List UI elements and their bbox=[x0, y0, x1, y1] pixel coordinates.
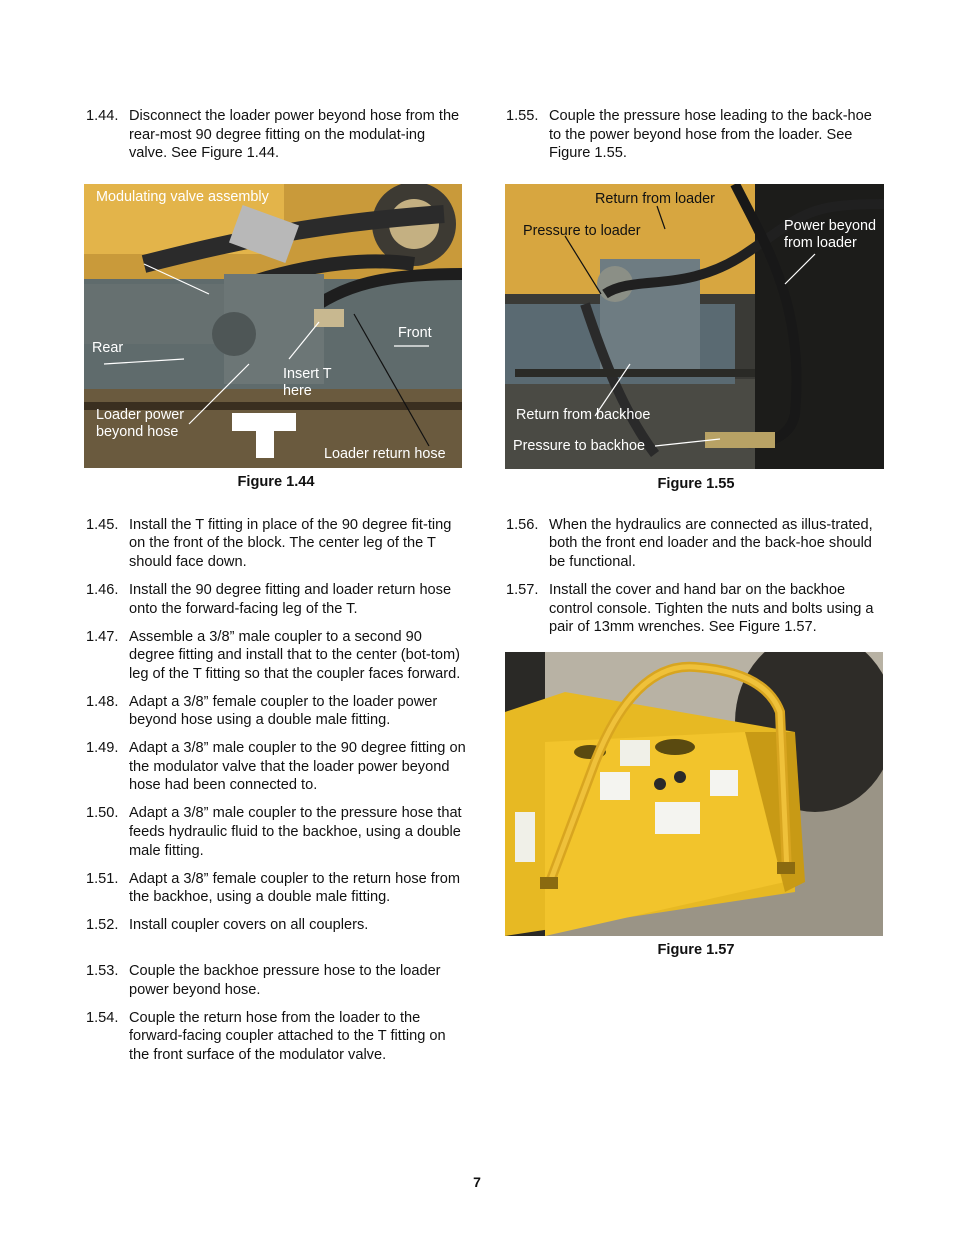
label-return-from-backhoe: Return from backhoe bbox=[516, 407, 651, 424]
label-rear: Rear bbox=[92, 340, 124, 357]
step-item bbox=[86, 962, 466, 999]
step-list bbox=[86, 962, 466, 1064]
step-number: 1.48. bbox=[86, 693, 119, 710]
step-number: 1.45. bbox=[86, 516, 119, 533]
step-item bbox=[506, 581, 886, 637]
step-text: Couple the return hose from the loader to the forward-facing coupler attached to the T fitting on the front surface of the modulator valve. bbox=[129, 1009, 446, 1063]
step-number: 1.46. bbox=[86, 581, 119, 598]
step-item bbox=[506, 516, 886, 572]
figure-1-57 bbox=[505, 652, 883, 936]
label-loader-return-hose: Loader return hose bbox=[324, 446, 446, 463]
label-return-from-loader: Return from loader bbox=[595, 191, 715, 208]
step-item bbox=[86, 804, 466, 860]
step-list bbox=[86, 107, 466, 163]
left-column bbox=[86, 107, 466, 1074]
step-item bbox=[86, 693, 466, 730]
step-number: 1.47. bbox=[86, 628, 119, 645]
label-power-beyond: Power beyond from loader bbox=[784, 218, 877, 252]
step-item bbox=[86, 107, 466, 163]
step-number: 1.52. bbox=[86, 917, 119, 934]
figure-1-57-caption: Figure 1.57 bbox=[657, 942, 735, 959]
step-number: 1.49. bbox=[86, 740, 119, 757]
step-number: 1.44. bbox=[86, 108, 119, 124]
step-item bbox=[86, 916, 466, 935]
step-text: Adapt a 3/8” female coupler to the loader power beyond hose using a double male fitting. bbox=[129, 693, 438, 729]
step-number: 1.55. bbox=[506, 108, 539, 124]
page-number: 7 bbox=[473, 1174, 481, 1190]
label-pressure-to-backhoe: Pressure to backhoe bbox=[513, 438, 645, 455]
step-item bbox=[86, 739, 466, 795]
step-text: When the hydraulics are connected as illus-trated, both the front end loader and the back-hoe should be functional. bbox=[549, 516, 873, 570]
step-text: Install the T fitting in place of the 90 degree fit-ting on the front of the block. The center leg of the T should face down. bbox=[129, 516, 452, 570]
step-item bbox=[86, 581, 466, 618]
step-item bbox=[86, 1009, 466, 1065]
step-text: Disconnect the loader power beyond hose from the rear-most 90 degree fitting on the modulat-ing valve. See Figure 1.44. bbox=[129, 108, 460, 162]
figure-1-57-photo bbox=[505, 652, 883, 936]
step-text: Install the cover and hand bar on the backhoe control console. Tighten the nuts and bolts using a pair of 13mm wrenches. See Figure 1.57. bbox=[549, 581, 874, 636]
step-list bbox=[86, 516, 466, 935]
step-number: 1.53. bbox=[86, 963, 119, 980]
step-item bbox=[86, 628, 466, 684]
step-text: Adapt a 3/8” male coupler to the pressure hose that feeds hydraulic fluid to the backhoe, using a double male fitting. bbox=[129, 805, 462, 859]
figure-1-55 bbox=[505, 184, 884, 469]
figure-1-55-caption: Figure 1.55 bbox=[657, 476, 735, 493]
step-text: Adapt a 3/8” female coupler to the return hose from the backhoe, using a double male fitting. bbox=[129, 870, 460, 906]
step-text: Couple the backhoe pressure hose to the loader power beyond hose. bbox=[129, 963, 441, 998]
step-number: 1.54. bbox=[86, 1009, 119, 1026]
step-list bbox=[506, 107, 886, 163]
label-insert-t: Insert T here bbox=[283, 366, 332, 400]
step-text: Assemble a 3/8” male coupler to a second 90 degree fitting and install that to the center (bot-tom) leg of the T fitting so that the coupler faces forward. bbox=[129, 628, 461, 682]
right-column bbox=[506, 107, 886, 960]
figure-1-44-caption: Figure 1.44 bbox=[237, 474, 315, 491]
step-item bbox=[86, 870, 466, 907]
step-number: 1.50. bbox=[86, 805, 119, 822]
label-modulating-valve: Modulating valve assembly bbox=[96, 189, 269, 206]
step-text: Install coupler covers on all couplers. bbox=[129, 917, 369, 934]
step-number: 1.57. bbox=[506, 581, 539, 598]
label-pressure-to-loader: Pressure to loader bbox=[523, 223, 641, 240]
step-item bbox=[86, 516, 466, 572]
step-number: 1.56. bbox=[506, 516, 539, 533]
label-loader-power-hose: Loader power beyond hose bbox=[96, 407, 185, 441]
step-text: Install the 90 degree fitting and loader return hose onto the forward-facing leg of the T. bbox=[129, 581, 452, 617]
step-list bbox=[506, 516, 886, 637]
figure-1-44 bbox=[84, 184, 462, 468]
label-front: Front bbox=[398, 325, 432, 342]
step-item bbox=[506, 107, 886, 163]
step-text: Adapt a 3/8” male coupler to the 90 degree fitting on the modulator valve that the loader power beyond hose had been connected to. bbox=[129, 740, 466, 794]
step-text: Couple the pressure hose leading to the back-hoe to the power beyond hose from the loader. See Figure 1.55. bbox=[549, 108, 872, 162]
step-number: 1.51. bbox=[86, 870, 119, 887]
